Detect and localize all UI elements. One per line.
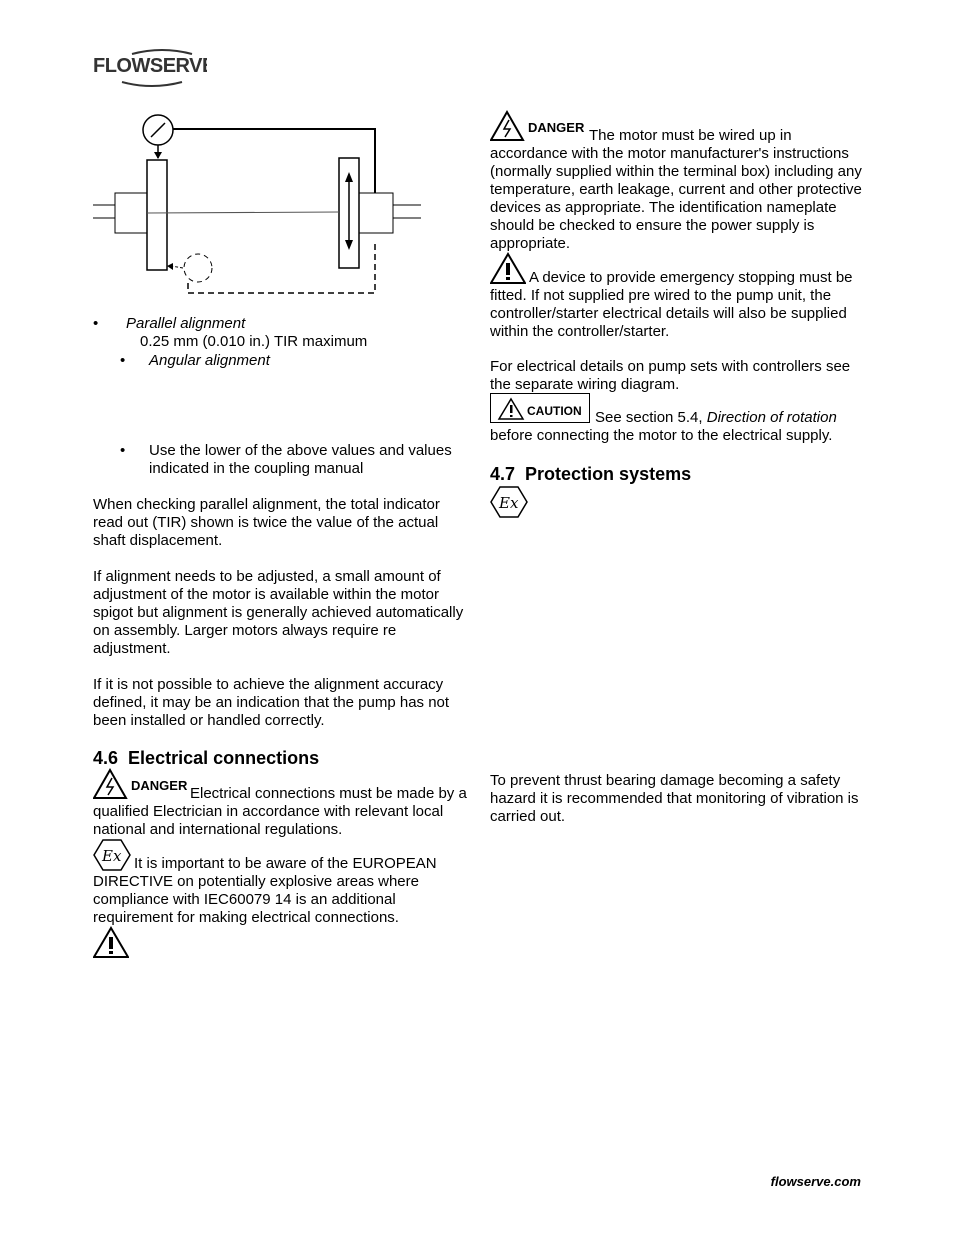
ex-directive-text: It is important to be aware of the EUROPEAN DIRECTIVE on potentially explosive areas where compliance with IEC60079 14 is an additional requirement for making electrical connections. — [93, 855, 437, 926]
svg-text:Ex: Ex — [102, 847, 122, 865]
flowserve-logo — [92, 44, 207, 88]
section-heading-4-6: 4.6 Electrical connections — [93, 748, 320, 768]
paragraph-accuracy: If it is not possible to achieve the alignment accuracy defined, it may be an indication that the pump has not been installed or handled correctly. — [93, 676, 450, 729]
caution-rotation-text: See section 5.4, Direction of rotation before connecting the motor to the electrical supply. — [490, 409, 837, 444]
footer-website[interactable]: flowserve.com — [770, 1174, 861, 1189]
alignment-diagram — [93, 110, 423, 300]
emergency-stop-text: A device to provide emergency stopping must be fitted. If not supplied pre wired to the pump unit, the controller/starter electrical details will also be supplied within the controller/starter. — [490, 269, 853, 340]
bullet-dot: • — [93, 315, 99, 332]
ex-icon — [490, 485, 528, 519]
danger-label: DANGER — [528, 120, 585, 135]
parallel-alignment-detail: 0.25 mm (0.010 in.) TIR maximum — [140, 333, 368, 350]
bullet-angular-alignment: Angular alignment — [149, 352, 270, 369]
danger-motor-text: The motor must be wired up in accordance with the motor manufacturer's instructions (normally supplied within the terminal box) including any temperature, earth leakage, current and other protective devices as appropriate. The identification nameplate should be checked to ensure the power supply is appropriate. — [490, 127, 862, 252]
warning-icon — [93, 926, 129, 958]
svg-text:Ex: Ex — [499, 494, 519, 512]
caution-label: CAUTION — [527, 404, 582, 418]
danger-electrical-text: Electrical connections must be made by a qualified Electrician in accordance with relevant local national and international regulations. — [93, 785, 467, 838]
bullet-dot: • — [120, 442, 126, 459]
danger-label: DANGER — [131, 778, 188, 793]
wiring-diagram-text: For electrical details on pump sets with controllers see the separate wiring diagram. — [490, 358, 851, 393]
bullet-coupling-manual: Use the lower of the above values and values indicated in the coupling manual — [149, 442, 452, 477]
bullet-parallel-alignment: Parallel alignment — [126, 315, 246, 332]
logo-text: FLOWSERVE — [93, 55, 207, 77]
vibration-monitoring-text: To prevent thrust bearing damage becoming a safety hazard it is recommended that monitoring of vibration is carried out. — [490, 772, 859, 825]
section-heading-4-7: 4.7 Protection systems — [490, 464, 692, 484]
bullet-dot: • — [120, 352, 126, 369]
paragraph-tir: When checking parallel alignment, the total indicator read out (TIR) shown is twice the value of the actual shaft displacement. — [93, 496, 440, 549]
paragraph-adjust: If alignment needs to be adjusted, a small amount of adjustment of the motor is available within the motor spigot but alignment is generally achieved automatically on assembly. Larger motors always require re adjustment. — [93, 568, 464, 657]
